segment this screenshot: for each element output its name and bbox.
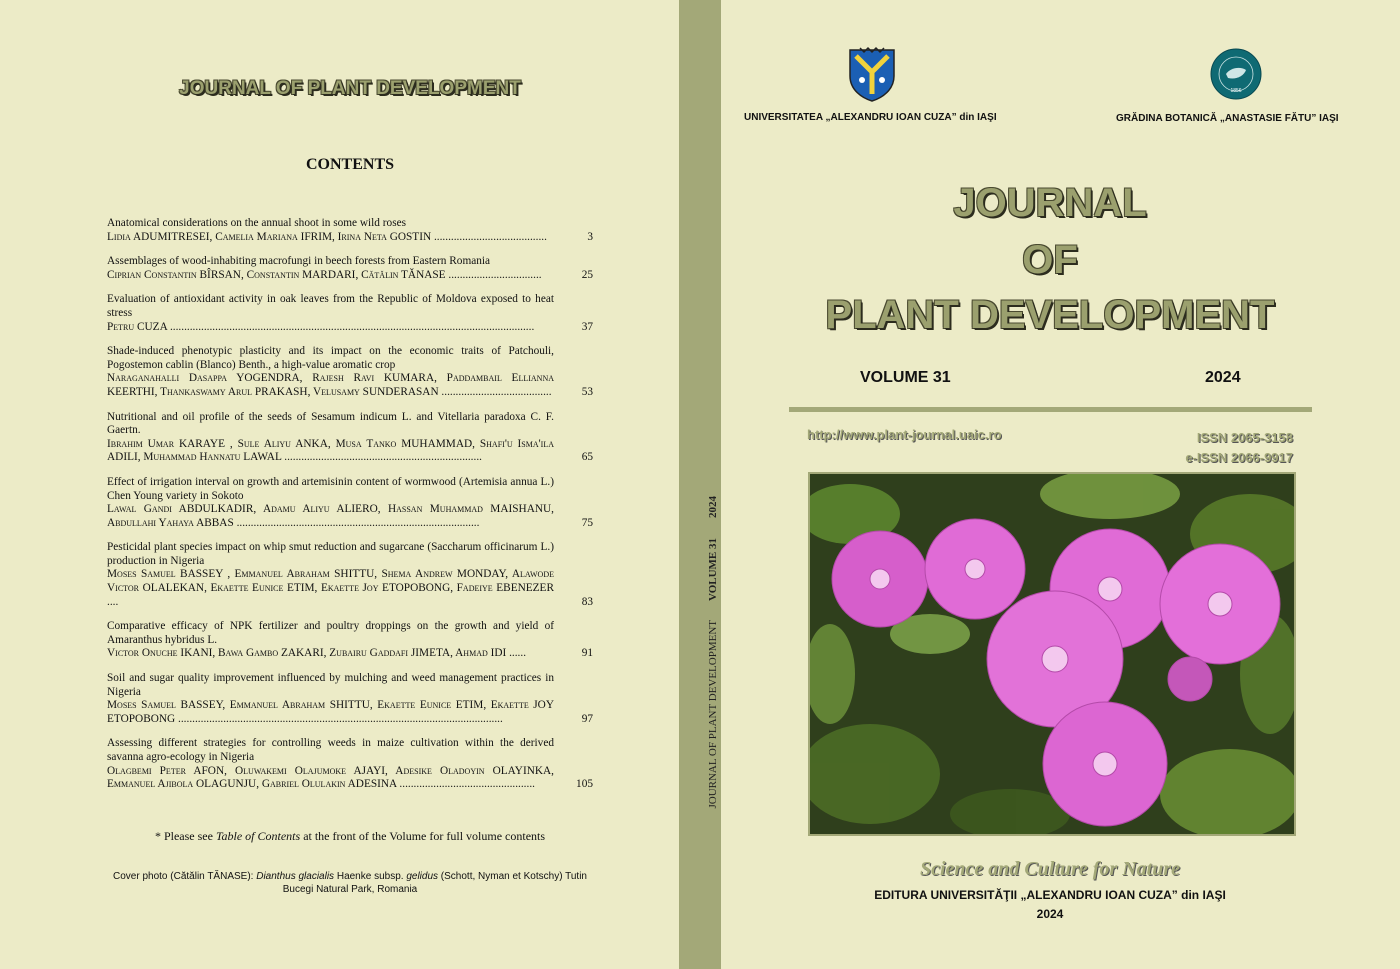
year-label: 2024 — [1205, 369, 1241, 386]
photo-credit-line1 — [100, 870, 600, 883]
e-issn: e-ISSN 2066-9917 — [1185, 450, 1293, 465]
toc-entry-title: Pesticidal plant species impact on whip smut reduction and sugarcane (Saccharum officinarum L.) production in Nigeria — [107, 541, 554, 567]
toc-entry-title: Effect of irrigation interval on growth and artemisinin content of wormwood (Artemisia annua L.) Chen Young variety in Sokoto — [107, 475, 554, 502]
toc-entry-authors: Moses Samuel BASSEY, Emmanuel Abraham SHITTU, Ekaette Eunice ETIM, Ekaette JOY ETOPOBONG ................................................................................................................... — [107, 699, 554, 725]
publisher-year: 2024 — [1036, 907, 1064, 921]
note-prefix: * Please see — [154, 829, 216, 843]
tagline: Science and Culture for Nature — [919, 858, 1181, 880]
toc-entry-page: 75 — [581, 516, 593, 529]
spine — [679, 0, 721, 969]
toc-entry-authors: Moses Samuel BASSEY , Emmanuel Abraham SHITTU, Shema Andrew MONDAY, Alawode Victor OLALEKAN, Ekaette Eunice ETIM, Ekaette Joy ETOPOBONG, Fadeiye EBENEZER .... — [107, 568, 554, 608]
toc-entry-page: 53 — [581, 385, 593, 398]
toc-entry-title: Anatomical considerations on the annual shoot in some wild roses — [107, 217, 406, 229]
toc-entry-authors: Victor Onuche IKANI, Bawa Gambo ZAKARI, Zubairu Gaddafi JIMETA, Ahmad IDI ...... — [107, 647, 527, 660]
toc-entry-page: 65 — [581, 451, 593, 464]
toc-entry-page: 91 — [581, 647, 593, 660]
toc-entry — [107, 217, 593, 244]
toc-entry — [107, 411, 593, 465]
publisher-name: EDITURA UNIVERSITĂŢII „ALEXANDRU IOAN CUZA” din IAŞI — [874, 888, 1226, 902]
cover-photo — [808, 472, 1296, 836]
issn-block — [1185, 428, 1293, 468]
botanical-garden-seal-icon — [1210, 48, 1262, 100]
photo-credit-line2: Bucegi Natural Park, Romania — [282, 884, 418, 895]
toc-entry-page: 37 — [581, 320, 593, 333]
toc-entry — [107, 476, 593, 530]
toc-entry — [107, 293, 593, 334]
back-journal-title: JOURNAL OF PLANT DEVELOPMENT — [179, 78, 521, 99]
toc-entry-page: 3 — [587, 230, 593, 243]
note-suffix: at the front of the Volume for full volume contents — [300, 829, 546, 843]
contents-heading: CONTENTS — [305, 156, 395, 173]
toc-entry-authors: Lidia ADUMITRESEI, Camelia Mariana IFRIM, Irina Neta GOSTIN ........................................ — [107, 230, 547, 243]
university-name: UNIVERSITATEA „ALEXANDRU IOAN CUZA” din IAŞI — [744, 112, 997, 123]
toc-entry — [107, 541, 593, 609]
table-of-contents — [107, 217, 593, 803]
toc-entry-page: 97 — [581, 712, 593, 725]
toc-entry-page: 25 — [581, 268, 593, 281]
toc-entry-title: Nutritional and oil profile of the seeds of Sesamum indicum L. and Vitellaria paradoxa C. F. Gaertn. — [107, 410, 554, 437]
issn: ISSN 2065-3158 — [1196, 430, 1293, 445]
toc-entry — [107, 620, 593, 661]
toc-entry — [107, 345, 593, 399]
front-title-line2: OF — [1022, 238, 1078, 282]
contents-note — [0, 829, 700, 844]
toc-entry-authors: Ciprian Constantin BÎRSAN, Constantin MARDARI, Cătălin TĂNASE ................................. — [107, 268, 542, 281]
toc-entry — [107, 255, 593, 282]
dianthus-photo-illustration — [810, 474, 1294, 834]
credit-text-2: Haenke subsp. — [334, 871, 407, 882]
toc-entry-title: Soil and sugar quality improvement influenced by mulching and weed management practices in Nigeria — [107, 672, 554, 698]
botanical-garden-name: GRĂDINA BOTANICĂ „ANASTASIE FĂTU” IAŞI — [1116, 113, 1339, 124]
toc-entry-authors: Lawal Gandi ABDULKADIR, Adamu Aliyu ALIERO, Hassan Muhammad MAISHANU, Abdullahi Yahaya ABBAS ...................................................................................... — [107, 503, 554, 529]
spine-volume: VOLUME 31 — [707, 538, 719, 602]
toc-entry-title: Assemblages of wood-inhabiting macrofungi in beech forests from Eastern Romania — [107, 255, 491, 268]
spine-journal-title: JOURNAL OF PLANT DEVELOPMENT — [707, 620, 719, 809]
toc-entry-title: Comparative efficacy of NPK fertilizer and poultry droppings on the growth and yield of Amaranthus hybridus L. — [107, 620, 554, 646]
toc-entry-authors: Olagbemi Peter AFON, Oluwakemi Olajumoke AJAYI, Adesike Oladoyin OLAYINKA, Emmanuel Ajibola OLAGUNJU, Gabriel Olulakin ADESINA ................................................ — [107, 764, 554, 791]
credit-text: Cover photo (Cătălin TĂNASE): — [113, 871, 257, 882]
toc-entry — [107, 737, 593, 791]
note-italic: Table of Contents — [215, 829, 301, 843]
spine-year: 2024 — [707, 496, 719, 518]
toc-entry-title: Evaluation of antioxidant activity in oak leaves from the Republic of Moldova exposed to heat stress — [107, 293, 554, 319]
volume-label: VOLUME 31 — [860, 369, 951, 386]
toc-entry-page: 105 — [576, 778, 593, 791]
front-title-line1: JOURNAL — [953, 181, 1147, 225]
credit-subspecies: gelidus — [406, 871, 439, 882]
journal-url: http://www.plant-journal.uaic.ro — [807, 427, 1002, 442]
credit-species: Dianthus glacialis — [256, 871, 335, 882]
toc-entry-authors: Petru CUZA ................................................................................................................................. — [107, 320, 535, 333]
photo-credit — [100, 870, 600, 896]
toc-entry-page: 83 — [581, 595, 593, 608]
svg-text:1856: 1856 — [1230, 88, 1242, 94]
front-title-line3: PLANT DEVELOPMENT — [825, 293, 1275, 337]
toc-entry-title: Shade-induced phenotypic plasticity and its impact on the economic traits of Patchouli, Pogostemon cablin (Blanco) Benth., a high-value aromatic crop — [107, 345, 554, 371]
divider-rule — [789, 407, 1312, 412]
university-crest-icon — [846, 46, 898, 102]
toc-entry — [107, 672, 593, 726]
credit-text-3: (Schott, Nyman et Kotschy) Tutin — [438, 871, 587, 882]
toc-entry-title: Assessing different strategies for controlling weeds in maize cultivation within the derived savanna agro-ecology in Nigeria — [107, 737, 554, 763]
toc-entry-authors: Ibrahim Umar KARAYE , Sule Aliyu ANKA, Musa Tanko MUHAMMAD, Shafi'u Isma'ila ADILI, Muhammad Hannatu LAWAL ...................................................................... — [107, 437, 554, 464]
toc-entry-authors: Naraganahalli Dasappa YOGENDRA, Rajesh Ravi KUMARA, Paddambail Ellianna KEERTHI, Thankaswamy Arul PRAKASH, Velusamy SUNDERASAN ....................................... — [107, 372, 554, 398]
